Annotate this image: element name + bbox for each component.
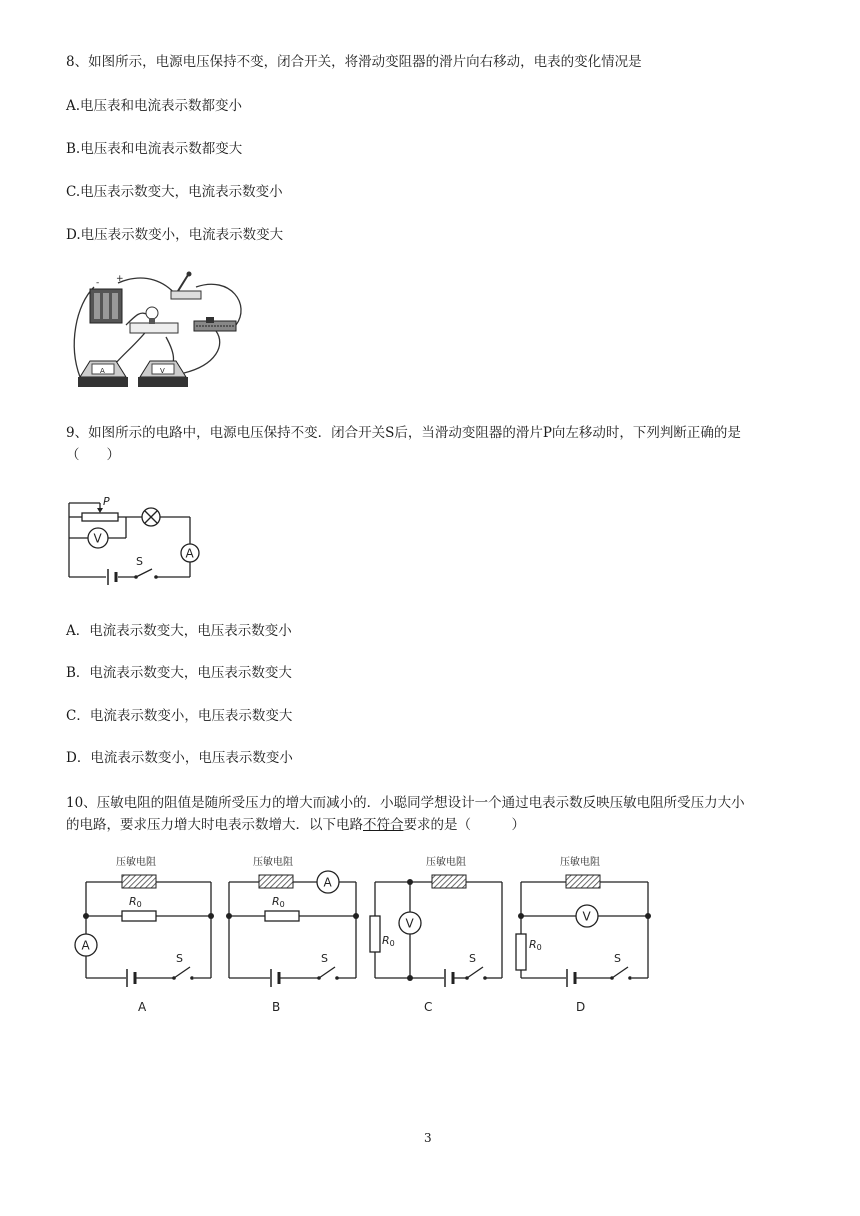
sensor-label-c: 压敏电阻 (426, 857, 466, 868)
q10-stem-text-end: 要求的是（ ） (403, 817, 525, 833)
switch-label: S (136, 555, 143, 568)
voltmeter-icon (138, 361, 188, 387)
voltmeter-label-d: V (582, 909, 591, 924)
slider-label: P (103, 495, 110, 508)
r0-label-a: R0 (129, 895, 142, 909)
pressure-sensor-icon (566, 875, 600, 888)
lamp-icon (142, 508, 160, 526)
q9-option-d: D．电流表示数变小，电压表示数变小 (66, 750, 293, 766)
bulb-icon (130, 307, 178, 333)
ammeter-label-b: A (323, 875, 332, 890)
q9-option-b: B．电流表示数变大，电压表示数变大 (66, 665, 292, 681)
q10-stem-line1: 10、压敏电阻的阻值是随所受压力的增大而减小的．小聪同学想设计一个通过电表示数反映压敏电阻所受压力大小 (66, 795, 745, 811)
q9-option-c: C．电流表示数变小，电压表示数变大 (66, 708, 293, 724)
caption-b: B (272, 1000, 281, 1014)
r0-label-d: R0 (529, 938, 542, 952)
caption-d: D (576, 1000, 586, 1014)
circuit-d (516, 855, 651, 1014)
ammeter-label: A (185, 546, 194, 561)
battery-icon (90, 274, 124, 323)
sensor-label-a: 压敏电阻 (116, 857, 156, 868)
q10-stem-text: 的电路，要求压力增大时电表示数增大．以下电路 (66, 817, 363, 833)
switch-label-a: S (176, 952, 183, 965)
q9-circuit-diagram (66, 493, 206, 583)
caption-a: A (138, 1000, 147, 1014)
rheostat-icon (194, 317, 236, 331)
pressure-sensor-icon (259, 875, 293, 888)
sensor-label-b: 压敏电阻 (253, 857, 293, 868)
voltmeter-label-c: V (405, 916, 414, 931)
battery-icon (108, 569, 116, 585)
ammeter-icon (78, 361, 128, 387)
voltmeter-label: V (93, 531, 102, 546)
ammeter-label-a: A (81, 938, 90, 953)
r0-label-b: R0 (272, 895, 285, 909)
q10-stem-underlined: 不符合 (363, 817, 404, 833)
caption-c: C (424, 1000, 433, 1014)
switch-label-b: S (321, 952, 328, 965)
q8-option-d: D.电压表示数变小，电流表示数变大 (66, 227, 284, 243)
q9-stem-line1: 9、如图所示的电路中，电源电压保持不变．闭合开关S后，当滑动变阻器的滑片P向左移动时，下列判断正确的是 (66, 425, 741, 441)
q8-stem: 8、如图所示，电源电压保持不变，闭合开关，将滑动变阻器的滑片向右移动，电表的变化情况是 (66, 54, 642, 70)
switch-label-c: S (469, 952, 476, 965)
pressure-sensor-icon (122, 875, 156, 888)
r0-label-c: R0 (382, 934, 395, 948)
q9-stem-line2: （ ） (66, 447, 120, 463)
q9-option-a: A．电流表示数变大，电压表示数变小 (66, 623, 292, 639)
q8-option-b: B.电压表和电流表示数都变大 (66, 141, 243, 157)
q10-stem-line2 (66, 815, 525, 835)
ammeter-label: A (100, 367, 105, 375)
circuit-a (75, 855, 214, 1014)
circuit-b (226, 855, 359, 1014)
switch-icon (171, 272, 201, 300)
pressure-sensor-icon (432, 875, 466, 888)
q10-circuit-diagrams (66, 848, 666, 1018)
q8-circuit-photo (66, 265, 256, 400)
voltmeter-label: V (160, 367, 165, 375)
battery-plus-label: + (116, 274, 124, 284)
page-number: 3 (424, 1131, 432, 1145)
sensor-label-d: 压敏电阻 (560, 857, 600, 868)
circuit-c (370, 855, 502, 1014)
q8-option-c: C.电压表示数变大，电流表示数变小 (66, 184, 283, 200)
ammeter-icon (181, 544, 199, 562)
voltmeter-icon (88, 528, 108, 548)
switch-label-d: S (614, 952, 621, 965)
slider-arrow-icon (97, 508, 103, 513)
battery-minus-label: - (96, 278, 100, 288)
q8-option-a: A.电压表和电流表示数都变小 (66, 98, 243, 114)
